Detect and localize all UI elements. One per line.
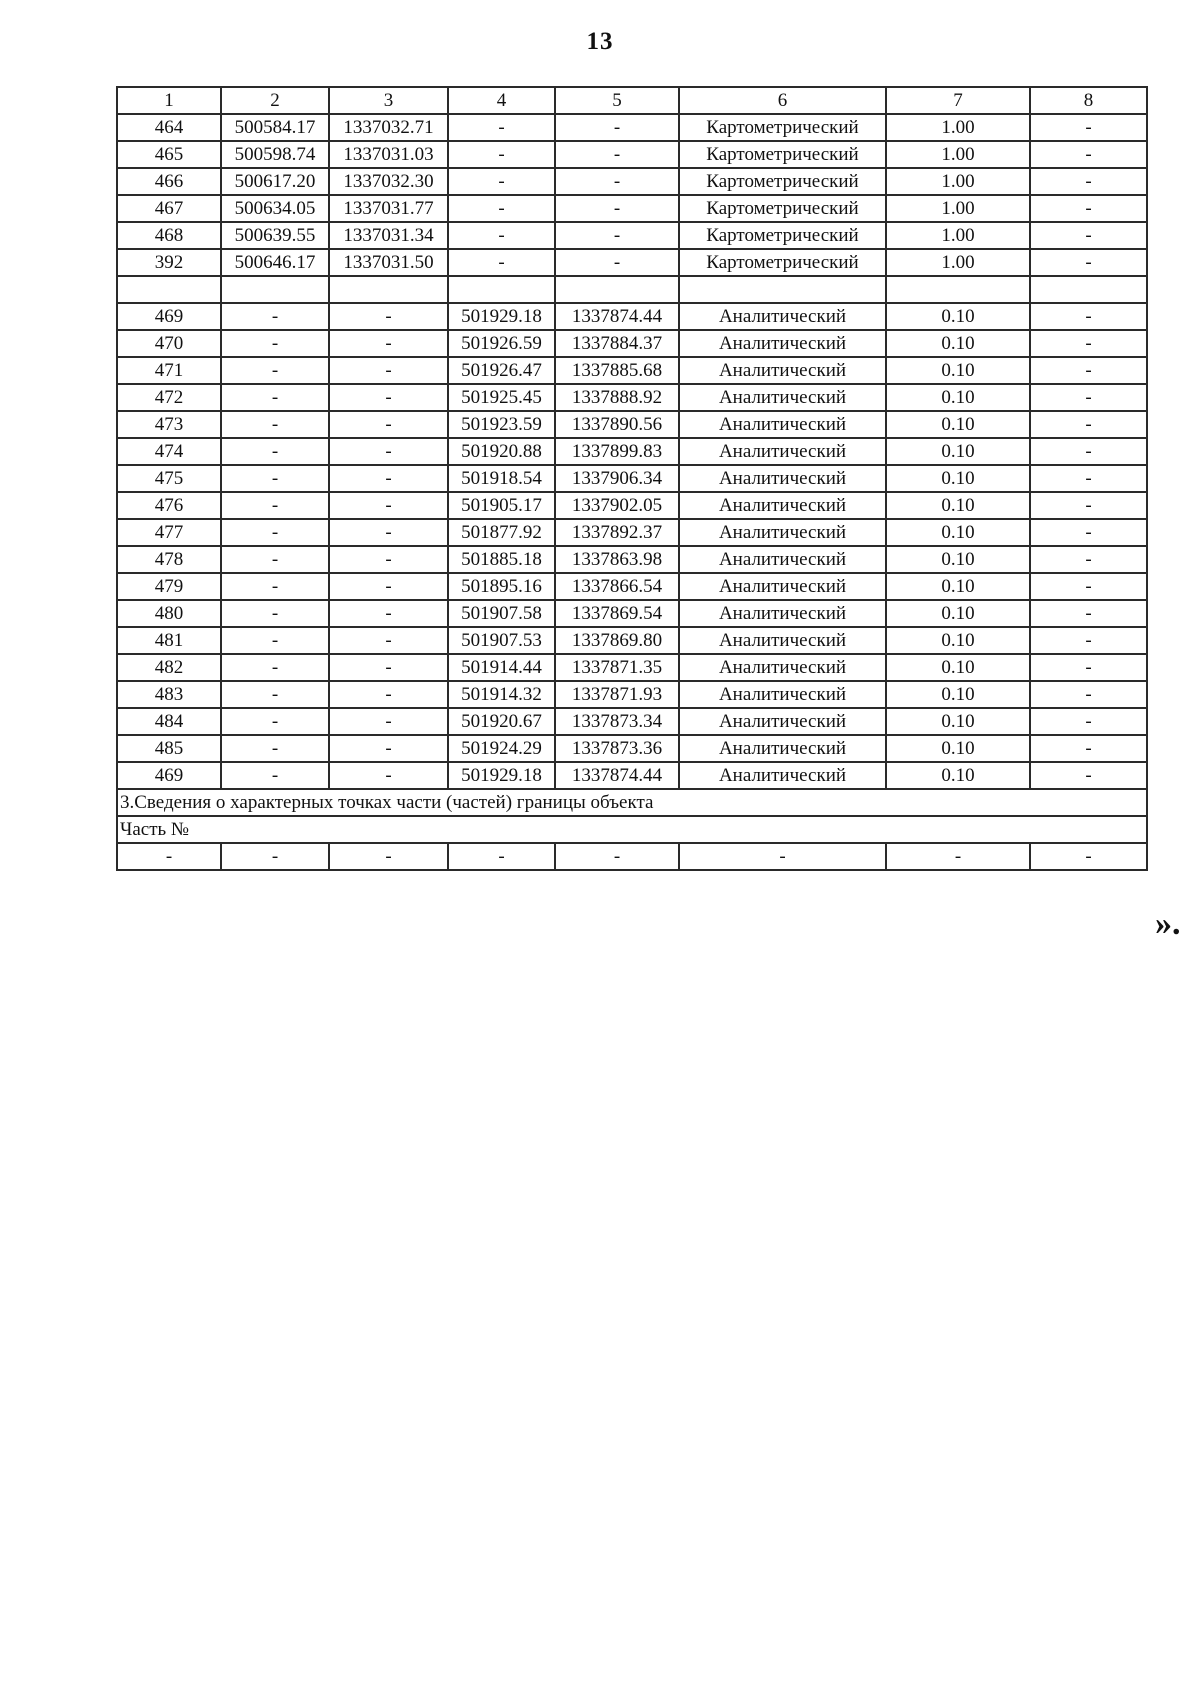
table-cell-col-4: -: [448, 195, 555, 222]
table-row: [117, 735, 1147, 762]
table-cell-col-5: -: [555, 141, 679, 168]
table-row: [117, 222, 1147, 249]
table-cell-col-3: -: [329, 357, 448, 384]
table-cell-col-6: Аналитический: [679, 735, 886, 762]
table-cell-col-3: -: [329, 627, 448, 654]
table-row: [117, 276, 1147, 303]
table-cell-col-6: Аналитический: [679, 357, 886, 384]
table-cell-col-7: 0.10: [886, 519, 1030, 546]
table-cell-col-5: -: [555, 843, 679, 870]
table-cell-col-3: -: [329, 573, 448, 600]
table-row: [117, 600, 1147, 627]
table-cell-col-1: 467: [117, 195, 221, 222]
table-cell-col-7: 0.10: [886, 492, 1030, 519]
table-row: [117, 546, 1147, 573]
table-cell-col-2: -: [221, 627, 329, 654]
table-cell-col-4: 501885.18: [448, 546, 555, 573]
table-cell-col-2: -: [221, 681, 329, 708]
table-cell-col-7: 0.10: [886, 411, 1030, 438]
table-cell-col-5: 1337885.68: [555, 357, 679, 384]
table-cell-col-4: 501923.59: [448, 411, 555, 438]
table-cell-col-4: -: [448, 249, 555, 276]
table-cell-col-3: 1337031.77: [329, 195, 448, 222]
table-cell-col-4: 501929.18: [448, 762, 555, 789]
table-cell-col-3: 1337031.34: [329, 222, 448, 249]
table-cell-col-4: 501877.92: [448, 519, 555, 546]
table-cell-col-1: 483: [117, 681, 221, 708]
table-cell-col-6: Аналитический: [679, 330, 886, 357]
table-row: [117, 411, 1147, 438]
table-cell-col-2: -: [221, 438, 329, 465]
table-cell-col-6: Картометрический: [679, 114, 886, 141]
table-cell-col-5: 1337873.36: [555, 735, 679, 762]
table-cell-col-5: 1337866.54: [555, 573, 679, 600]
table-cell-col-1: 480: [117, 600, 221, 627]
table-cell-col-5: 1337871.93: [555, 681, 679, 708]
table-cell-col-8: -: [1030, 168, 1147, 195]
table-cell-col-8: -: [1030, 735, 1147, 762]
table-cell-col-3: -: [329, 465, 448, 492]
table-cell-col-7: 0.10: [886, 357, 1030, 384]
table-cell-col-1: 477: [117, 519, 221, 546]
table-cell-col-8: -: [1030, 195, 1147, 222]
table-cell-col-1: -: [117, 843, 221, 870]
table-cell-col-8: -: [1030, 519, 1147, 546]
table-cell-col-3: -: [329, 600, 448, 627]
table-cell-col-4: -: [448, 114, 555, 141]
table-cell-col-2: -: [221, 735, 329, 762]
table-cell-col-1: 465: [117, 141, 221, 168]
table-cell-col-2: -: [221, 546, 329, 573]
table-cell-col-3: -: [329, 654, 448, 681]
table-cell-col-7: 1.00: [886, 249, 1030, 276]
table-cell-col-5: 1337869.80: [555, 627, 679, 654]
table-cell-col-1: 472: [117, 384, 221, 411]
table-cell-col-8: -: [1030, 384, 1147, 411]
table-cell-col-8: -: [1030, 303, 1147, 330]
table-cell-col-6: Картометрический: [679, 222, 886, 249]
table-cell-col-2: -: [221, 843, 329, 870]
table-cell-col-5: 1337892.37: [555, 519, 679, 546]
table-cell-col-6: Аналитический: [679, 465, 886, 492]
table-cell-col-8: -: [1030, 573, 1147, 600]
table-header-row: [117, 87, 1147, 114]
table-cell-col-6: Картометрический: [679, 249, 886, 276]
part-label-row: [117, 816, 1147, 843]
table-cell-col-1: 469: [117, 303, 221, 330]
table-cell-col-1: 392: [117, 249, 221, 276]
table-cell-col-4: 501918.54: [448, 465, 555, 492]
table-cell-col-6: Аналитический: [679, 762, 886, 789]
table-cell-col-1: 478: [117, 546, 221, 573]
table-cell-col-6: Аналитический: [679, 492, 886, 519]
table-cell-col-4: 501907.53: [448, 627, 555, 654]
table-cell-col-7: 0.10: [886, 303, 1030, 330]
table-row: [117, 708, 1147, 735]
table-cell-col-1: [117, 276, 221, 303]
table-cell-col-6: Аналитический: [679, 303, 886, 330]
table-cell-col-1: 469: [117, 762, 221, 789]
section-title-row: [117, 789, 1147, 816]
table-cell-col-8: -: [1030, 843, 1147, 870]
table-cell-col-2: 2: [221, 87, 329, 114]
table-cell-col-8: -: [1030, 438, 1147, 465]
table-cell-col-6: Аналитический: [679, 546, 886, 573]
table-cell-col-4: 501914.44: [448, 654, 555, 681]
table-cell-col-1: 464: [117, 114, 221, 141]
table-cell-col-3: -: [329, 681, 448, 708]
table-cell-col-2: -: [221, 303, 329, 330]
table-cell-col-6: -: [679, 843, 886, 870]
table-cell-col-7: 0.10: [886, 546, 1030, 573]
table-row: [117, 762, 1147, 789]
table-cell-col-8: -: [1030, 222, 1147, 249]
table-cell-col-7: 0.10: [886, 735, 1030, 762]
table-cell-col-2: -: [221, 357, 329, 384]
table-cell-col-5: -: [555, 114, 679, 141]
table-cell-col-4: 501929.18: [448, 303, 555, 330]
table-cell-col-5: -: [555, 168, 679, 195]
coordinates-table: [116, 86, 1148, 871]
table-row: [117, 330, 1147, 357]
table-cell-col-8: -: [1030, 600, 1147, 627]
table-cell-col-1: 470: [117, 330, 221, 357]
table-cell-col-5: 1337874.44: [555, 303, 679, 330]
table-cell-col-6: Аналитический: [679, 681, 886, 708]
table-cell-col-3: -: [329, 519, 448, 546]
table-cell-col-4: 501905.17: [448, 492, 555, 519]
table-cell-col-7: 0.10: [886, 627, 1030, 654]
table-cell-col-3: -: [329, 438, 448, 465]
table-cell-col-6: Аналитический: [679, 519, 886, 546]
table-row: [117, 438, 1147, 465]
page-number: 13: [586, 28, 614, 55]
table-cell-col-7: 0.10: [886, 708, 1030, 735]
table-cell-col-6: [679, 276, 886, 303]
table-cell-col-2: -: [221, 573, 329, 600]
table-cell-col-8: -: [1030, 762, 1147, 789]
table-cell-col-1: 1: [117, 87, 221, 114]
table-cell-col-1: 474: [117, 438, 221, 465]
table-cell-col-4: 501926.59: [448, 330, 555, 357]
table-cell-col-7: 1.00: [886, 141, 1030, 168]
table-cell-col-6: Аналитический: [679, 438, 886, 465]
table-cell-col-6: Картометрический: [679, 168, 886, 195]
table-cell-col-2: 500634.05: [221, 195, 329, 222]
table-row: [117, 195, 1147, 222]
table-cell-col-6: Картометрический: [679, 195, 886, 222]
table-cell-col-3: -: [329, 492, 448, 519]
table-cell-col-8: -: [1030, 357, 1147, 384]
table-cell-col-1: 473: [117, 411, 221, 438]
table-cell-col-1: 466: [117, 168, 221, 195]
table-row: [117, 249, 1147, 276]
table-cell-col-4: -: [448, 843, 555, 870]
table-cell-col-7: 7: [886, 87, 1030, 114]
table-cell-col-1: 479: [117, 573, 221, 600]
table-cell-col-2: -: [221, 492, 329, 519]
table-cell-col-3: -: [329, 708, 448, 735]
table-cell-col-4: 501926.47: [448, 357, 555, 384]
table-cell-col-5: 1337884.37: [555, 330, 679, 357]
table-cell-col-6: Аналитический: [679, 411, 886, 438]
closing-quote-mark: ».: [1155, 905, 1181, 942]
table-cell-col-3: -: [329, 546, 448, 573]
table-cell-col-2: 500646.17: [221, 249, 329, 276]
table-cell-col-7: 1.00: [886, 195, 1030, 222]
table-cell-col-8: -: [1030, 546, 1147, 573]
table-cell-col-8: -: [1030, 627, 1147, 654]
table-cell-col-7: [886, 276, 1030, 303]
table-cell-col-2: -: [221, 330, 329, 357]
table-cell-col-3: -: [329, 330, 448, 357]
table-cell-col-4: [448, 276, 555, 303]
table-cell-col-6: Аналитический: [679, 573, 886, 600]
table-cell-col-8: -: [1030, 465, 1147, 492]
table-cell-col-1: 482: [117, 654, 221, 681]
table-cell-col-8: -: [1030, 654, 1147, 681]
table-cell-col-1: 471: [117, 357, 221, 384]
table-cell-col-7: 0.10: [886, 384, 1030, 411]
table-row: [117, 573, 1147, 600]
table-cell-col-7: 0.10: [886, 438, 1030, 465]
table-cell-col-1: 485: [117, 735, 221, 762]
table-cell-col-4: 501920.67: [448, 708, 555, 735]
table-row: [117, 357, 1147, 384]
table-cell-col-2: -: [221, 411, 329, 438]
table-cell-col-8: -: [1030, 681, 1147, 708]
table-cell-col-2: 500584.17: [221, 114, 329, 141]
table-row: [117, 141, 1147, 168]
table-cell-col-3: -: [329, 303, 448, 330]
table-cell-col-3: [329, 276, 448, 303]
table-body: [117, 87, 1147, 870]
table-cell-col-8: -: [1030, 492, 1147, 519]
table-row: [117, 465, 1147, 492]
table-cell-col-4: 501925.45: [448, 384, 555, 411]
table-cell-col-3: -: [329, 762, 448, 789]
table-cell-col-1: 484: [117, 708, 221, 735]
table-cell-col-7: 0.10: [886, 573, 1030, 600]
table-cell-col-6: 6: [679, 87, 886, 114]
table-cell-col-5: 1337899.83: [555, 438, 679, 465]
table-cell-col-4: 501895.16: [448, 573, 555, 600]
table-cell-col-6: Аналитический: [679, 654, 886, 681]
table-cell-col-6: Картометрический: [679, 141, 886, 168]
table-cell-col-3: 1337032.71: [329, 114, 448, 141]
table-cell-col-7: 0.10: [886, 762, 1030, 789]
table-cell-col-4: -: [448, 141, 555, 168]
table-cell-col-3: -: [329, 384, 448, 411]
table-cell-col-2: -: [221, 654, 329, 681]
table-cell-col-1: 475: [117, 465, 221, 492]
table-cell-col-8: -: [1030, 114, 1147, 141]
table-cell-col-2: [221, 276, 329, 303]
table-cell-col-7: -: [886, 843, 1030, 870]
table-cell-col-8: -: [1030, 249, 1147, 276]
table-cell-col-8: [1030, 276, 1147, 303]
table-cell-col-7: 0.10: [886, 654, 1030, 681]
table-cell-col-5: [555, 276, 679, 303]
table-cell-col-5: 1337890.56: [555, 411, 679, 438]
table-cell-col-7: 1.00: [886, 114, 1030, 141]
table-cell-col-1: 481: [117, 627, 221, 654]
part-data-row: [117, 843, 1147, 870]
table-cell-col-8: -: [1030, 141, 1147, 168]
table-cell-col-7: 0.10: [886, 330, 1030, 357]
table-row: [117, 384, 1147, 411]
table-row: [117, 519, 1147, 546]
table-cell-col-2: 500617.20: [221, 168, 329, 195]
table-cell-col-1: 468: [117, 222, 221, 249]
table-row: [117, 492, 1147, 519]
table-cell-col-5: 1337869.54: [555, 600, 679, 627]
table-cell-col-7: 1.00: [886, 222, 1030, 249]
table-cell-col-5: 1337874.44: [555, 762, 679, 789]
table-row: [117, 627, 1147, 654]
table-cell-col-6: Аналитический: [679, 627, 886, 654]
table-cell-col-3: -: [329, 735, 448, 762]
table-cell-col-3: 3: [329, 87, 448, 114]
table-row: [117, 654, 1147, 681]
table-cell-col-2: 500598.74: [221, 141, 329, 168]
table-cell-col-2: -: [221, 762, 329, 789]
table-cell-col-4: 501914.32: [448, 681, 555, 708]
table-cell-col-4: -: [448, 168, 555, 195]
table-cell-col-5: 1337906.34: [555, 465, 679, 492]
table-cell-col-6: Аналитический: [679, 384, 886, 411]
table-cell-col-7: 1.00: [886, 168, 1030, 195]
table-cell-col-2: -: [221, 519, 329, 546]
table-cell-col-3: 1337031.50: [329, 249, 448, 276]
table-cell-col-5: 1337873.34: [555, 708, 679, 735]
table-cell-col-6: Аналитический: [679, 600, 886, 627]
table-cell-col-5: 1337888.92: [555, 384, 679, 411]
table-cell-col-2: -: [221, 465, 329, 492]
table-cell-col-4: 501920.88: [448, 438, 555, 465]
part-label-row-cell: Часть №: [117, 816, 1147, 843]
table-cell-col-3: 1337032.30: [329, 168, 448, 195]
table-cell-col-5: 1337871.35: [555, 654, 679, 681]
table-cell-col-2: -: [221, 600, 329, 627]
table-cell-col-5: -: [555, 222, 679, 249]
table-row: [117, 303, 1147, 330]
table-cell-col-6: Аналитический: [679, 708, 886, 735]
table-cell-col-4: 4: [448, 87, 555, 114]
table-cell-col-3: -: [329, 843, 448, 870]
table-cell-col-8: 8: [1030, 87, 1147, 114]
table-cell-col-5: -: [555, 249, 679, 276]
table-row: [117, 114, 1147, 141]
table-cell-col-3: -: [329, 411, 448, 438]
table-cell-col-7: 0.10: [886, 681, 1030, 708]
table-cell-col-4: 501907.58: [448, 600, 555, 627]
table-cell-col-1: 476: [117, 492, 221, 519]
table-row: [117, 168, 1147, 195]
table-cell-col-8: -: [1030, 330, 1147, 357]
table-cell-col-4: 501924.29: [448, 735, 555, 762]
table-cell-col-2: 500639.55: [221, 222, 329, 249]
table-cell-col-7: 0.10: [886, 465, 1030, 492]
table-cell-col-7: 0.10: [886, 600, 1030, 627]
table-cell-col-3: 1337031.03: [329, 141, 448, 168]
table-cell-col-5: -: [555, 195, 679, 222]
table-cell-col-5: 1337902.05: [555, 492, 679, 519]
table-cell-col-8: -: [1030, 708, 1147, 735]
table-cell-col-2: -: [221, 708, 329, 735]
section-title-row-cell: 3.Сведения о характерных точках части (частей) границы объекта: [117, 789, 1147, 816]
table-cell-col-4: -: [448, 222, 555, 249]
table-row: [117, 681, 1147, 708]
table-cell-col-5: 1337863.98: [555, 546, 679, 573]
table-cell-col-8: -: [1030, 411, 1147, 438]
table-cell-col-5: 5: [555, 87, 679, 114]
table-cell-col-2: -: [221, 384, 329, 411]
